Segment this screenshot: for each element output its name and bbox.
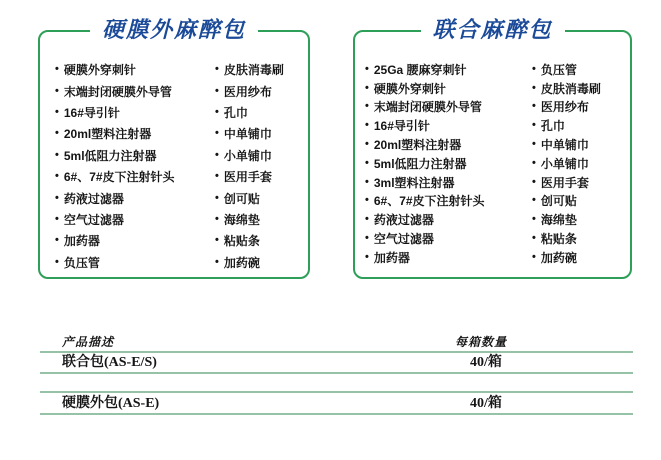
item-label: 25Ga 腰麻穿刺针 — [373, 62, 467, 77]
kit-title-epidural: 硬膜外麻醉包 — [90, 17, 258, 43]
list-item — [365, 135, 485, 154]
item-label: 硬膜外穿刺针 — [373, 81, 446, 96]
item-label: 6#、7#皮下注射针头 — [373, 194, 485, 209]
list-item — [532, 248, 601, 267]
list-item — [532, 98, 601, 117]
list-item — [532, 60, 601, 79]
list-item — [55, 102, 175, 123]
list-item — [365, 79, 485, 98]
item-label: 皮肤消毒刷 — [223, 63, 284, 78]
table-row-combined-pack — [40, 353, 633, 374]
item-label: 中单铺巾 — [223, 127, 272, 142]
item-label: 孔巾 — [223, 105, 248, 120]
item-label: 末端封闭硬膜外导管 — [373, 100, 482, 115]
list-item — [55, 230, 175, 251]
list-item — [55, 166, 175, 187]
item-label: 16#导引针 — [63, 105, 120, 120]
list-item — [365, 60, 485, 79]
item-label: 孔巾 — [540, 119, 565, 134]
list-item — [55, 59, 175, 80]
bullet-icon: • — [55, 255, 59, 268]
list-item — [215, 187, 284, 208]
item-label: 空气过滤器 — [63, 212, 124, 227]
item-label: 加药碗 — [540, 250, 577, 265]
item-label: 5ml低阻力注射器 — [373, 156, 467, 171]
item-label: 海绵垫 — [540, 213, 577, 228]
bullet-icon: • — [365, 62, 369, 75]
item-label: 空气过滤器 — [373, 232, 434, 247]
bullet-icon: • — [532, 213, 536, 226]
item-label: 3ml塑料注射器 — [373, 175, 455, 190]
list-item — [55, 123, 175, 144]
list-item — [365, 248, 485, 267]
list-item — [365, 154, 485, 173]
list-item — [365, 229, 485, 248]
bullet-icon: • — [55, 105, 59, 118]
list-item — [532, 79, 601, 98]
list-item — [532, 192, 601, 211]
bullet-icon: • — [215, 234, 219, 247]
bullet-icon: • — [365, 100, 369, 113]
item-label: 16#导引针 — [373, 119, 430, 134]
bullet-icon: • — [532, 100, 536, 113]
bullet-icon: • — [215, 255, 219, 268]
list-item — [215, 252, 284, 273]
item-label: 20ml塑料注射器 — [63, 127, 152, 142]
item-label: 5ml低阻力注射器 — [63, 148, 157, 163]
list-item — [532, 116, 601, 135]
product-table — [40, 334, 633, 415]
bullet-icon: • — [215, 84, 219, 97]
kit-epidural-item-list-right — [215, 59, 284, 273]
list-item — [365, 192, 485, 211]
bullet-icon: • — [365, 81, 369, 94]
bullet-icon: • — [215, 63, 219, 76]
kit-combined-item-list-right — [532, 60, 601, 267]
item-label: 药液过滤器 — [373, 213, 434, 228]
bullet-icon: • — [365, 119, 369, 132]
item-label: 加药碗 — [223, 255, 260, 270]
item-label: 负压管 — [63, 255, 100, 270]
list-item — [532, 229, 601, 248]
bullet-icon: • — [532, 156, 536, 169]
product-qty: 40/箱 — [470, 355, 502, 370]
item-label: 医用手套 — [223, 170, 272, 185]
bullet-icon: • — [365, 138, 369, 151]
bullet-icon: • — [55, 84, 59, 97]
list-item — [365, 116, 485, 135]
item-label: 粘贴条 — [223, 234, 260, 249]
list-item — [55, 145, 175, 166]
list-item — [55, 187, 175, 208]
table-header-qty: 每箱数量 — [455, 335, 508, 349]
list-item — [532, 173, 601, 192]
bullet-icon: • — [532, 232, 536, 245]
bullet-icon: • — [215, 105, 219, 118]
list-item — [215, 209, 284, 230]
list-item — [215, 166, 284, 187]
item-label: 硬膜外穿刺针 — [63, 63, 136, 78]
kit-title-combined: 联合麻醉包 — [420, 17, 564, 43]
bullet-icon: • — [55, 170, 59, 183]
kit-combined-item-list-left — [365, 60, 485, 267]
kit-box-combined — [353, 17, 632, 279]
bullet-icon: • — [365, 250, 369, 263]
bullet-icon: • — [215, 127, 219, 140]
list-item — [55, 252, 175, 273]
product-qty: 40/箱 — [470, 396, 502, 411]
list-item — [365, 98, 485, 117]
list-item — [532, 135, 601, 154]
table-header-product: 产品描述 — [62, 335, 115, 349]
item-label: 医用纱布 — [223, 84, 272, 99]
bullet-icon: • — [365, 194, 369, 207]
list-item — [55, 209, 175, 230]
bullet-icon: • — [215, 170, 219, 183]
kit-epidural-item-list-left — [55, 59, 175, 273]
bullet-icon: • — [532, 138, 536, 151]
list-item — [215, 123, 284, 144]
list-item — [365, 210, 485, 229]
kit-box-epidural — [38, 17, 310, 279]
list-item — [532, 154, 601, 173]
bullet-icon: • — [55, 234, 59, 247]
list-item — [215, 145, 284, 166]
list-item — [55, 80, 175, 101]
product-name: 联合包(AS-E/S) — [62, 355, 157, 370]
bullet-icon: • — [365, 213, 369, 226]
item-label: 海绵垫 — [223, 212, 260, 227]
bullet-icon: • — [55, 127, 59, 140]
bullet-icon: • — [215, 191, 219, 204]
bullet-icon: • — [532, 119, 536, 132]
item-label: 负压管 — [540, 62, 577, 77]
bullet-icon: • — [532, 175, 536, 188]
item-label: 加药器 — [63, 234, 100, 249]
bullet-icon: • — [365, 232, 369, 245]
bullet-icon: • — [365, 156, 369, 169]
item-label: 皮肤消毒刷 — [540, 81, 601, 96]
bullet-icon: • — [532, 62, 536, 75]
item-label: 末端封闭硬膜外导管 — [63, 84, 172, 99]
table-row-epidural-pack — [40, 393, 633, 415]
item-label: 创可贴 — [223, 191, 260, 206]
item-label: 医用纱布 — [540, 100, 589, 115]
list-item — [215, 80, 284, 101]
item-label: 6#、7#皮下注射针头 — [63, 170, 175, 185]
bullet-icon: • — [365, 175, 369, 188]
item-label: 医用手套 — [540, 175, 589, 190]
item-label: 粘贴条 — [540, 232, 577, 247]
bullet-icon: • — [532, 81, 536, 94]
item-label: 创可贴 — [540, 194, 577, 209]
bullet-icon: • — [532, 194, 536, 207]
bullet-icon: • — [215, 212, 219, 225]
item-label: 中单铺巾 — [540, 138, 589, 153]
list-item — [215, 230, 284, 251]
bullet-icon: • — [55, 63, 59, 76]
table-spacer-row — [40, 374, 633, 393]
bullet-icon: • — [215, 148, 219, 161]
bullet-icon: • — [55, 191, 59, 204]
bullet-icon: • — [55, 148, 59, 161]
list-item — [365, 173, 485, 192]
item-label: 药液过滤器 — [63, 191, 124, 206]
item-label: 小单铺巾 — [540, 156, 589, 171]
item-label: 小单铺巾 — [223, 148, 272, 163]
list-item — [215, 102, 284, 123]
item-label: 20ml塑料注射器 — [373, 138, 462, 153]
bullet-icon: • — [532, 250, 536, 263]
item-label: 加药器 — [373, 250, 410, 265]
bullet-icon: • — [55, 212, 59, 225]
product-name: 硬膜外包(AS-E) — [62, 396, 160, 411]
list-item — [532, 210, 601, 229]
list-item — [215, 59, 284, 80]
